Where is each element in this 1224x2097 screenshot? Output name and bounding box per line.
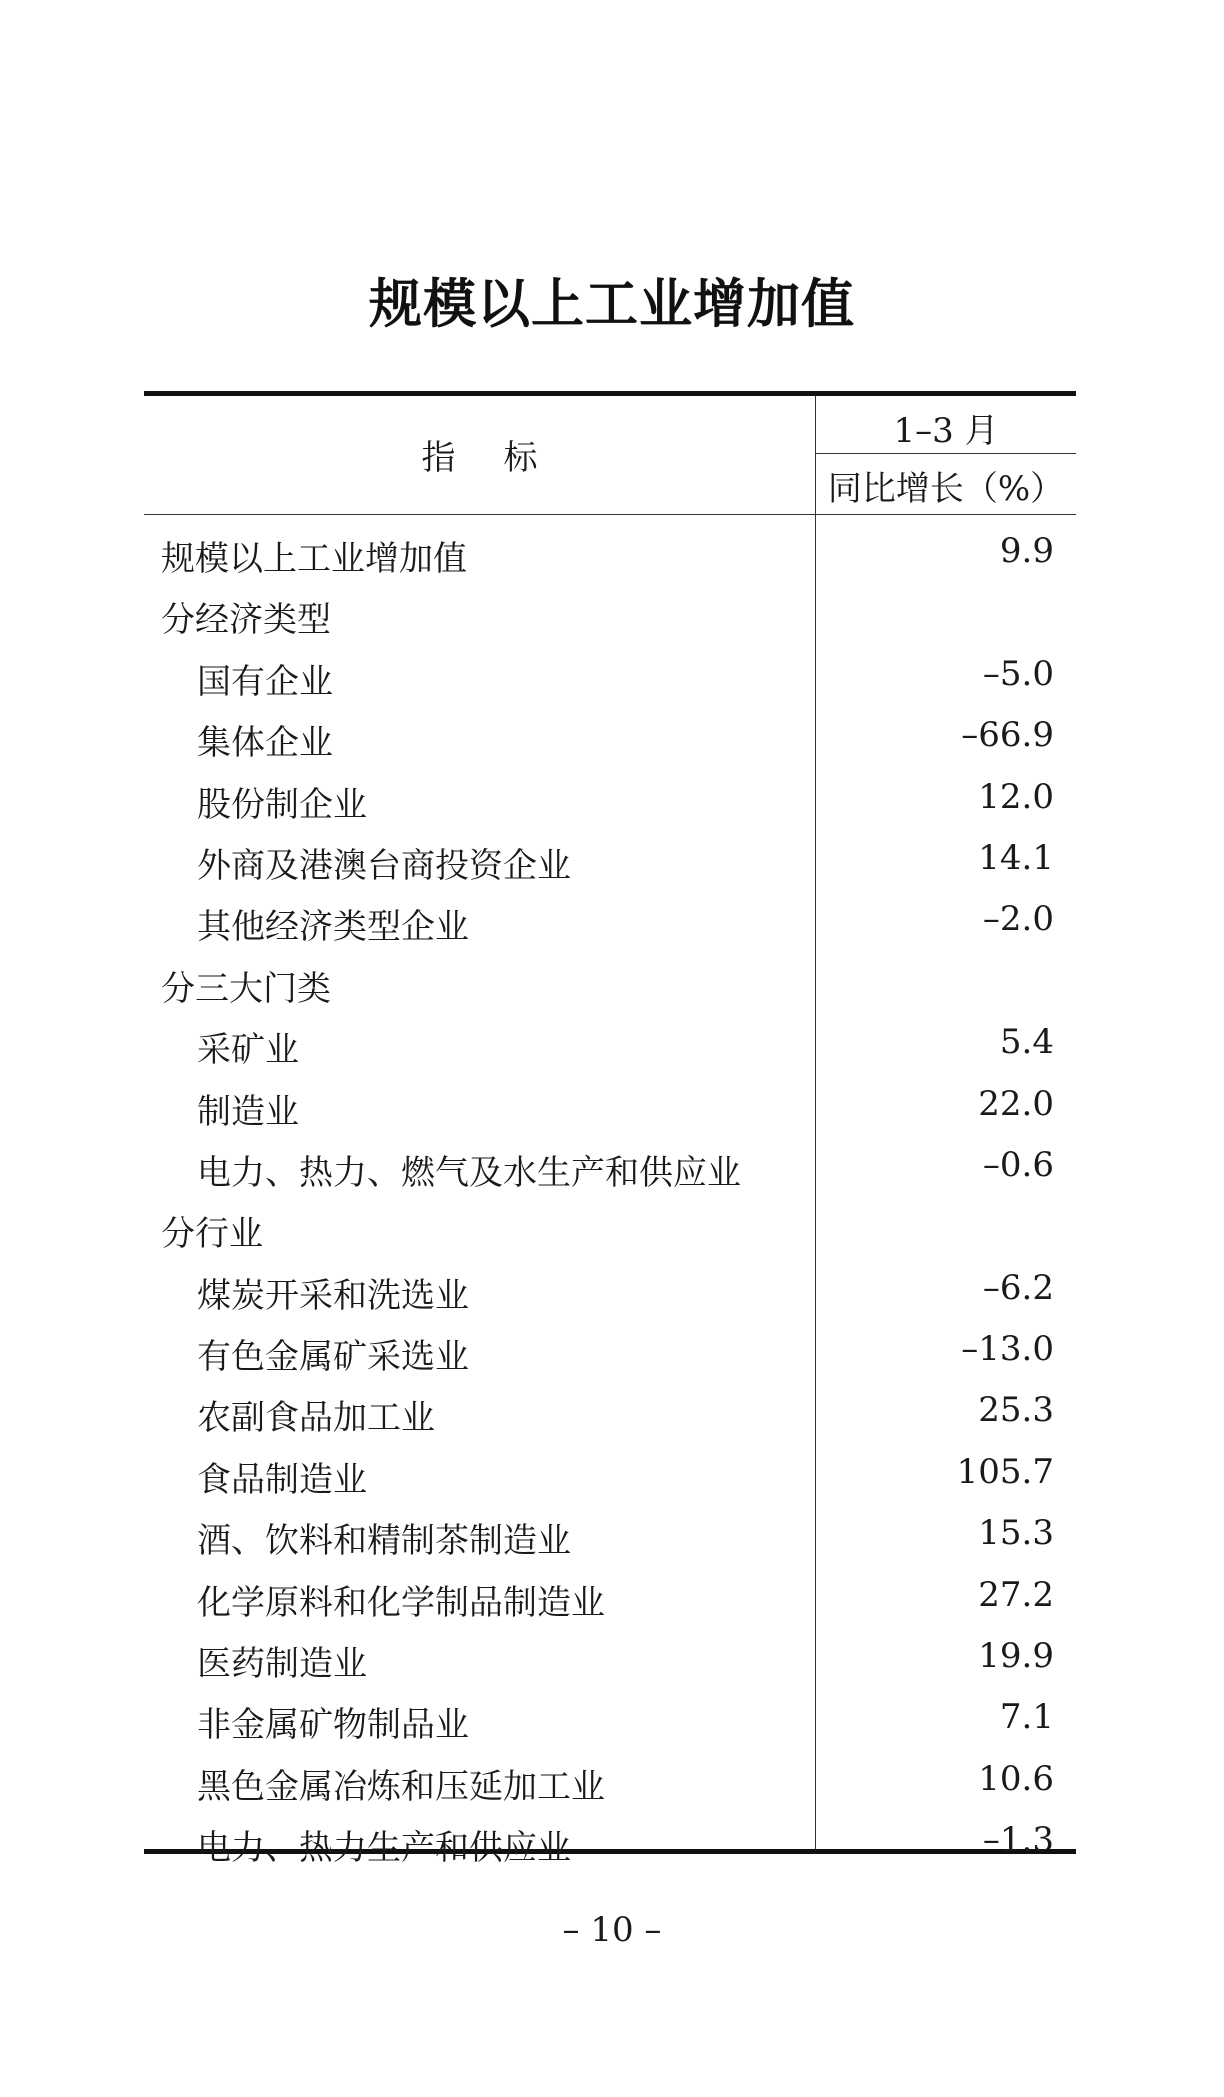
row-label: 规模以上工业增加值: [161, 539, 467, 579]
row-label: 化学原料和化学制品制造业: [197, 1582, 605, 1623]
row-value: –6.2: [982, 1267, 1054, 1308]
row-label: 酒、饮料和精制茶制造业: [197, 1521, 571, 1562]
table-row: [144, 1629, 1076, 1690]
row-value: 5.4: [999, 1022, 1054, 1063]
table-row: [144, 770, 1076, 831]
table-row: [144, 1383, 1076, 1444]
period-header: 1–3 月: [893, 411, 999, 451]
table-row: [144, 1690, 1076, 1751]
table-row: [144, 1015, 1076, 1076]
row-value: 19.9: [978, 1636, 1054, 1677]
row-label: 电力、热力生产和供应业: [197, 1828, 571, 1869]
row-label: 分三大门类: [161, 968, 331, 1009]
row-value: –0.6: [982, 1144, 1054, 1185]
row-value: –1.3: [982, 1820, 1054, 1861]
row-value: 12.0: [978, 776, 1054, 817]
row-label: 股份制企业: [197, 784, 367, 825]
page-title: 规模以上工业增加值: [369, 274, 855, 335]
row-value: –5.0: [982, 653, 1054, 694]
row-value: –2.0: [982, 899, 1054, 940]
table-row: [144, 892, 1076, 953]
indicator-header: 指标: [421, 438, 586, 478]
table-row: [144, 1138, 1076, 1199]
unit-header: 同比增长（%）: [827, 469, 1065, 509]
row-label: 分行业: [161, 1214, 263, 1255]
table-row: [144, 1322, 1076, 1383]
row-label: 黑色金属冶炼和压延加工业: [197, 1766, 605, 1807]
table-row: [144, 1199, 1076, 1260]
table-row: [144, 647, 1076, 708]
row-value: 10.6: [978, 1758, 1054, 1799]
table-row: [144, 708, 1076, 769]
table-row: [144, 1445, 1076, 1506]
row-value: 105.7: [956, 1451, 1054, 1492]
table-body: [144, 524, 1076, 1875]
row-label: 其他经济类型企业: [197, 907, 469, 948]
data-table: [144, 391, 1076, 1869]
row-label: 集体企业: [197, 723, 333, 764]
row-value: 22.0: [978, 1083, 1054, 1124]
row-label: 有色金属矿采选业: [197, 1337, 469, 1378]
table-row: [144, 1568, 1076, 1629]
table-row: [144, 1261, 1076, 1322]
table-row: [144, 1506, 1076, 1567]
table-row: [144, 585, 1076, 646]
row-label: 国有企业: [197, 661, 333, 702]
row-label: 煤炭开采和洗选业: [197, 1275, 469, 1316]
page-number: – 10 –: [562, 1910, 662, 1950]
table-row: [144, 1752, 1076, 1813]
row-label: 电力、热力、燃气及水生产和供应业: [197, 1152, 741, 1193]
header-rule: [144, 514, 1076, 515]
row-label: 分经济类型: [161, 600, 331, 641]
row-label: 制造业: [197, 1091, 299, 1132]
header-divider: [816, 453, 1076, 454]
row-value: 27.2: [978, 1574, 1054, 1615]
row-label: 医药制造业: [197, 1644, 367, 1685]
row-value: 9.9: [999, 531, 1054, 571]
table-row: [144, 1813, 1076, 1874]
row-label: 非金属矿物制品业: [197, 1705, 469, 1746]
row-value: –66.9: [961, 715, 1054, 756]
table-row: [144, 524, 1076, 585]
table-row: [144, 831, 1076, 892]
row-value: –13.0: [961, 1329, 1054, 1370]
row-label: 采矿业: [197, 1030, 299, 1071]
table-row: [144, 954, 1076, 1015]
table-row: [144, 1077, 1076, 1138]
row-label: 农副食品加工业: [197, 1398, 435, 1439]
row-value: 15.3: [978, 1513, 1054, 1554]
row-value: 25.3: [978, 1390, 1054, 1431]
row-value: 14.1: [978, 837, 1054, 878]
row-value: 7.1: [999, 1697, 1054, 1738]
row-label: 食品制造业: [197, 1459, 367, 1500]
row-label: 外商及港澳台商投资企业: [197, 845, 571, 886]
